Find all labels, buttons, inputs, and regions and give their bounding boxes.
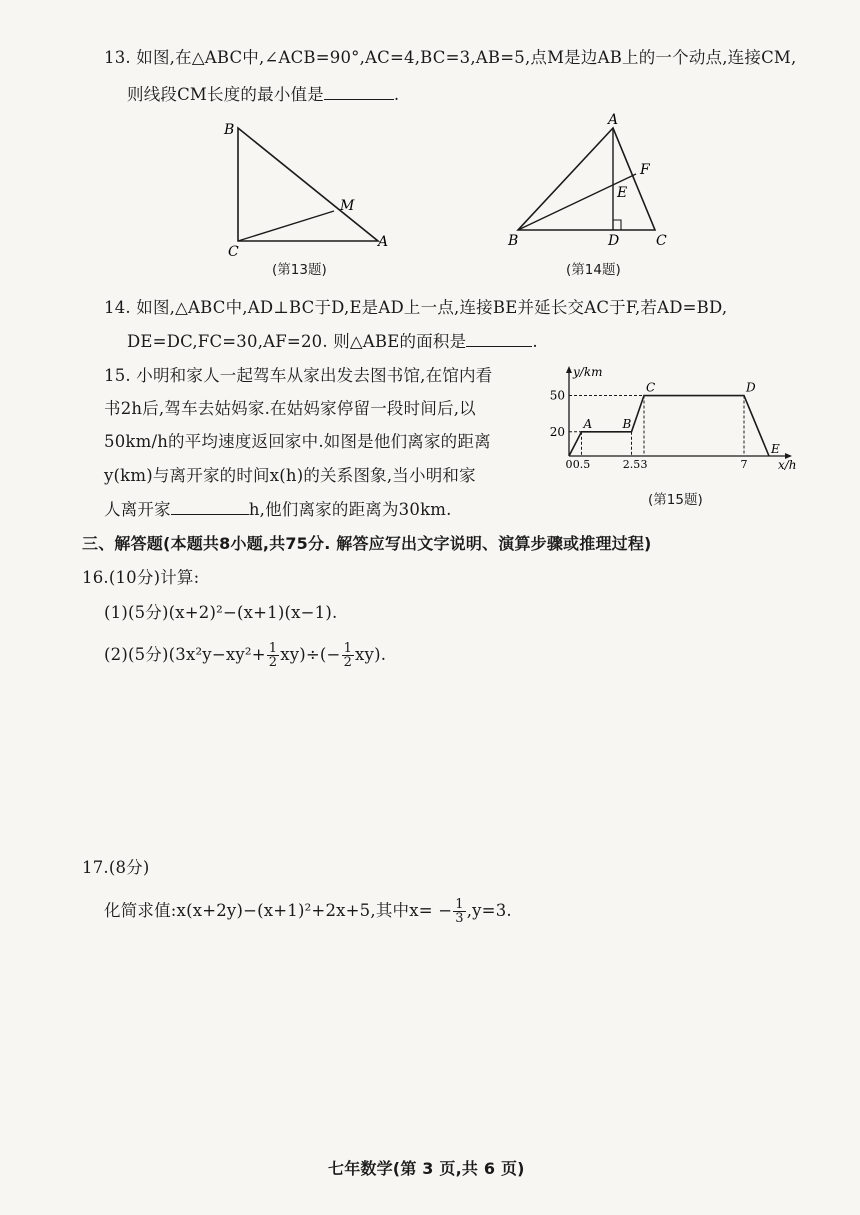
point-label-b: B	[622, 416, 632, 431]
fig14-label-c: C	[656, 233, 667, 249]
q13-answer-blank[interactable]	[324, 99, 394, 100]
right-angle-mark	[613, 220, 621, 230]
q14-line1: 14. 如图,△ABC中,AD⊥BC于D,E是AD上一点,连接BE并延长交AC于F,若AD=BD,	[104, 298, 728, 317]
fig14-label-f: F	[640, 162, 650, 178]
q16-part2-a: (2)(5分)(3x²y−xy²+	[104, 645, 266, 664]
y-axis-arrow	[566, 366, 572, 373]
q17-fraction	[453, 898, 465, 925]
q17-frac-den: 3	[455, 911, 464, 926]
q16-heading: 16.(10分)计算:	[82, 568, 200, 587]
distance-time-line	[569, 396, 769, 456]
triangle-abc-13	[238, 128, 378, 241]
y-tick-label: 20	[549, 424, 565, 439]
q16-frac1-den: 2	[268, 655, 278, 670]
fig14-label-d: D	[608, 233, 620, 249]
q17-body-b: ,y=3.	[466, 901, 512, 920]
fig13-label-b: B	[224, 122, 235, 138]
q16-frac2-num: 1	[343, 641, 353, 656]
section-3-heading: 三、解答题(本题共8小题,共75分. 解答应写出文字说明、演算步骤或推理过程)	[82, 534, 652, 553]
q15-line5-text-b: h,他们离家的距离为30km.	[248, 500, 452, 519]
fig15-caption: (第15题)	[648, 492, 703, 508]
x-tick-label: 2.5	[622, 458, 641, 471]
x-tick-label: 0.5	[572, 458, 591, 471]
q13-line2	[127, 84, 399, 106]
x-tick-label: 0	[565, 458, 573, 471]
q16-part2-b: xy)÷(−	[280, 645, 341, 664]
x-tick-label: 7	[740, 458, 748, 471]
q17-body	[104, 898, 512, 925]
triangle-abc-14	[518, 128, 655, 230]
q15-answer-blank[interactable]	[171, 514, 249, 515]
figure-13	[220, 118, 400, 278]
fig14-label-e: E	[617, 185, 628, 201]
q17-heading: 17.(8分)	[82, 858, 150, 877]
q15-line5-text-a: 人离开家	[104, 500, 171, 519]
fig13-label-m: M	[340, 198, 355, 214]
fig13-caption: (第13题)	[272, 262, 327, 278]
q16-part2	[104, 642, 386, 669]
figure-15-chart	[545, 364, 810, 479]
segment-bf	[518, 174, 636, 230]
q16-fraction-1	[267, 642, 279, 669]
point-label-c: C	[646, 380, 656, 395]
q13-line2-end: .	[393, 85, 400, 104]
x-tick-label: 3	[640, 458, 648, 471]
q17-body-a: 化简求值:x(x+2y)−(x+1)²+2x+5,其中x= −	[104, 901, 453, 920]
q14-line2	[127, 331, 538, 353]
q14-answer-blank[interactable]	[466, 346, 532, 347]
fig14-caption: (第14题)	[566, 262, 621, 278]
q14-line2-text: DE=DC,FC=30,AF=20. 则△ABE的面积是	[127, 332, 467, 351]
x-axis-label: x/h	[778, 458, 797, 472]
q16-part1: (1)(5分)(x+2)²−(x+1)(x−1).	[104, 603, 338, 622]
q16-fraction-2	[342, 642, 354, 669]
y-tick-label: 50	[549, 388, 565, 403]
y-axis-label: y/km	[573, 365, 603, 379]
q17-frac-num: 1	[455, 897, 464, 912]
figure-14	[500, 112, 680, 262]
fig14-label-b: B	[508, 233, 519, 249]
q15-line1: 15. 小明和家人一起驾车从家出发去图书馆,在馆内看	[104, 366, 493, 385]
q16-frac2-den: 2	[343, 655, 353, 670]
q15-line3: 50km/h的平均速度返回家中.如图是他们离家的距离	[104, 432, 491, 451]
segment-cm	[238, 211, 334, 241]
fig13-label-c: C	[228, 244, 239, 260]
q13-line1: 13. 如图,在△ABC中,∠ACB=90°,AC=4,BC=3,AB=5,点M是边AB上的一个动点,连接CM,	[104, 48, 797, 67]
q15-line4: y(km)与离开家的时间x(h)的关系图象,当小明和家	[104, 466, 476, 485]
point-label-e: E	[771, 442, 780, 456]
q15-line5	[104, 499, 452, 521]
q15-line2: 书2h后,驾车去姑妈家.在姑妈家停留一段时间后,以	[104, 399, 476, 418]
point-label-a: A	[583, 416, 593, 431]
fig13-label-a: A	[378, 234, 389, 250]
point-label-d: D	[746, 380, 756, 395]
q13-line2-text: 则线段CM长度的最小值是	[127, 85, 324, 104]
fig14-label-a: A	[608, 112, 619, 128]
q16-part2-c: xy).	[355, 645, 387, 664]
q16-frac1-num: 1	[268, 641, 278, 656]
q14-line2-end: .	[532, 332, 538, 351]
page-footer: 七年数学(第 3 页,共 6 页)	[328, 1159, 525, 1178]
